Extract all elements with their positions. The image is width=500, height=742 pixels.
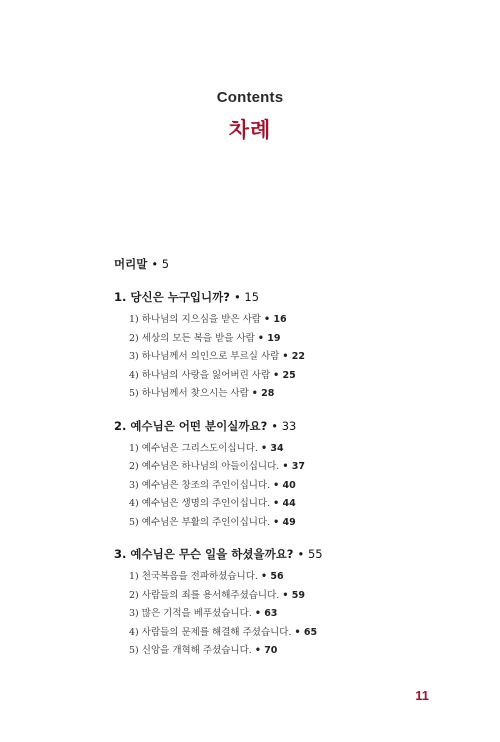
toc-item-label: 1) 천국복음을 전파하셨습니다. [129,571,258,582]
page-number: 11 [415,688,429,703]
toc-item-label: 4) 사람들의 문제를 해결해 주셨습니다. [129,626,292,638]
chapter-title-text: 2. 예수님은 어떤 분이실까요? [114,418,268,433]
toc-item[interactable] [129,587,474,606]
toc-item-label: 4) 예수님은 생명의 주인이십니다. [129,498,271,509]
toc-item[interactable] [129,348,474,367]
toc-item[interactable] [129,458,474,477]
table-of-contents [114,256,474,675]
toc-item[interactable] [129,624,474,643]
toc-item-label: 2) 사람들의 죄를 용서해주셨습니다. [129,589,280,601]
preface-label: 머리말 [114,257,148,271]
toc-item-page: • 22 [282,351,305,362]
toc-item-label: 2) 예수님은 하나님의 아들이십니다. [129,461,280,472]
toc-item-page: • 25 [273,369,296,381]
toc-preface[interactable] [114,256,474,272]
toc-item-label: 3) 예수님은 창조의 주인이십니다. [129,479,271,491]
chapter-title-text: 1. 당신은 누구입니까? [114,290,230,304]
toc-item[interactable] [129,385,474,404]
chapter-title[interactable] [114,418,474,434]
toc-chapter [114,418,474,533]
contents-header [0,88,500,144]
toc-item-page: • 40 [273,479,296,491]
toc-item[interactable] [129,367,474,386]
chapter-items [129,440,474,533]
contents-title-ko: 차례 [228,118,272,142]
chapter-items [129,311,474,404]
chapter-page: • 33 [271,418,297,433]
toc-item-label: 2) 세상의 모든 복을 받을 사람 [129,332,255,344]
toc-item[interactable] [129,514,474,533]
chapter-title-text: 3. 예수님은 무슨 일을 하셨을까요? [114,547,294,561]
toc-item[interactable] [129,568,474,587]
toc-item-label: 3) 하나님께서 의인으로 부르실 사람 [129,351,280,362]
toc-item-page: • 59 [282,589,305,601]
toc-item-page: • 56 [260,571,284,582]
toc-chapter [114,546,474,661]
toc-item-page: • 19 [257,332,281,344]
toc-item-page: • 63 [254,608,278,619]
chapter-items [129,568,474,661]
toc-item-label: 4) 하나님의 사랑을 잃어버린 사람 [129,369,271,381]
chapter-title[interactable] [114,546,474,562]
toc-item-label: 5) 하나님께서 찾으시는 사람 [129,388,249,399]
toc-item[interactable] [129,642,474,661]
toc-item-page: • 28 [251,388,275,399]
preface-page: • 5 [151,257,170,271]
toc-item-page: • 37 [282,461,305,472]
toc-item-page: • 44 [273,498,296,509]
toc-item-page: • 49 [273,516,296,528]
toc-item[interactable] [129,330,474,349]
toc-item-label: 5) 신앙을 개혁해 주셨습니다. [129,645,252,656]
toc-item[interactable] [129,477,474,496]
toc-item-label: 5) 예수님은 부활의 주인이십니다. [129,516,271,528]
toc-item-label: 1) 예수님은 그리스도이십니다. [129,442,258,454]
toc-item[interactable] [129,311,474,330]
chapter-title[interactable] [114,289,474,305]
chapter-page: • 55 [297,547,323,561]
toc-item[interactable] [129,605,474,624]
toc-chapter [114,289,474,404]
toc-item[interactable] [129,440,474,459]
contents-title-en: Contents [216,89,284,106]
toc-item-label: 1) 하나님의 지으심을 받은 사람 [129,314,261,325]
toc-item-page: • 16 [264,314,287,325]
toc-item-page: • 65 [294,626,318,638]
toc-item-page: • 70 [254,645,278,656]
toc-item[interactable] [129,495,474,514]
chapter-page: • 15 [233,290,260,304]
toc-item-label: 3) 많은 기적을 베푸셨습니다. [129,608,252,619]
toc-item-page: • 34 [260,442,284,454]
